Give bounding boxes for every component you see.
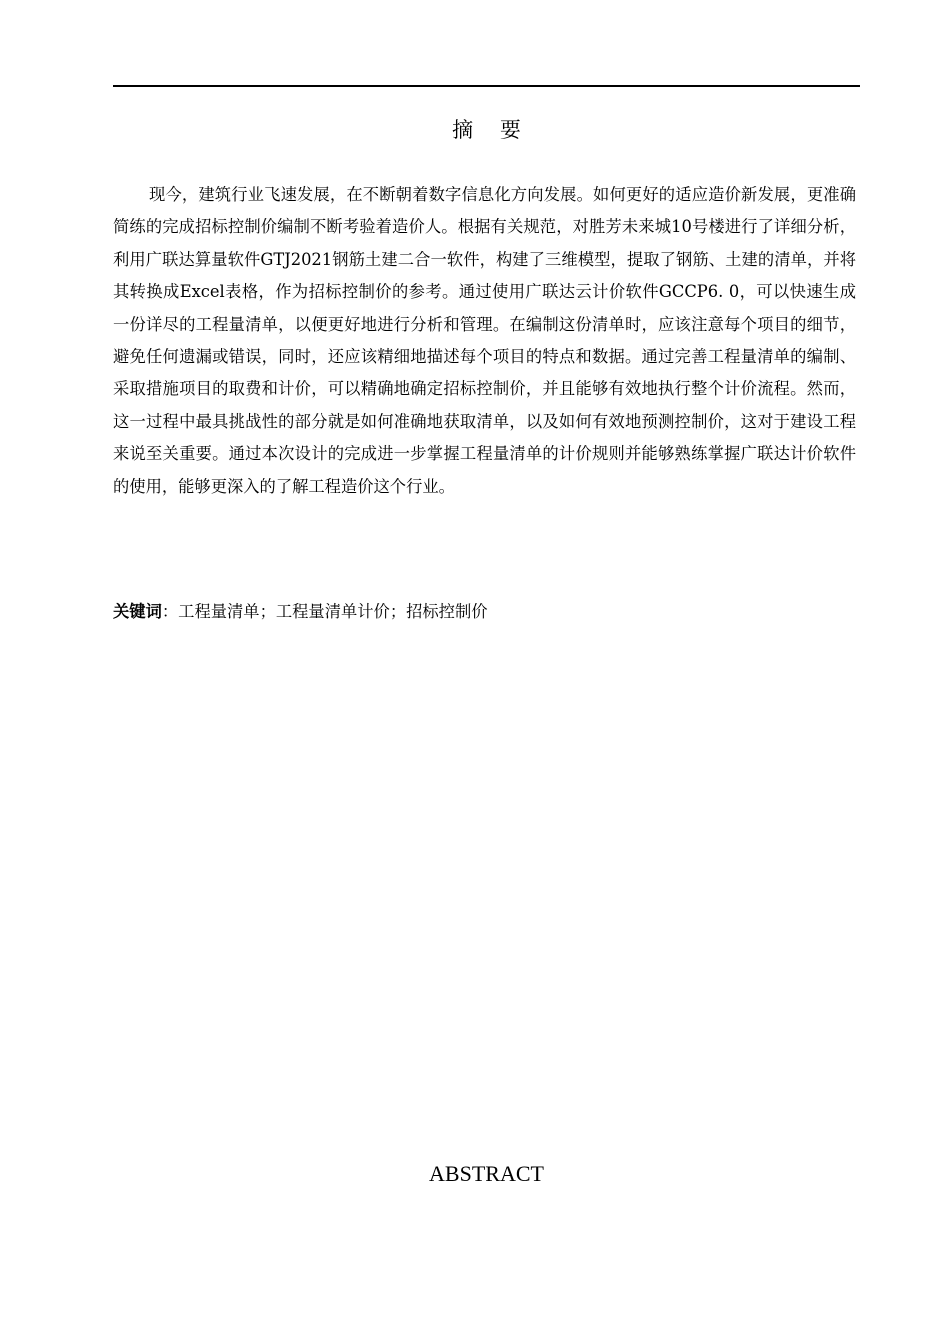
keywords-separator: ： <box>161 602 179 621</box>
keywords-label: 关键词 <box>113 602 162 621</box>
keywords-list: 工程量清单；工程量清单计价；招标控制价 <box>178 602 488 621</box>
abstract-title-cn: 摘 要 <box>452 118 521 142</box>
abstract-body-cn: 现今，建筑行业飞速发展，在不断朝着数字信息化方向发展。如何更好的适应造价新发展，更准确简练的完成招标控制价编制不断考验着造价人。根据有关规范，对胜芳未来城10号楼进行了详细分析，利用广联达算量软件GTJ2021钢筋土建二合一软件，构建了三维模型，提取了钢筋、土建的清单，并将其转换成Excel表格，作为招标控制价的参考。通过使用广联达云计价软件GCCP6. 0，可以快速生成一份详尽的工程量清单，以便更好地进行分析和管理。在编制这份清单时，应该注意每个项目的细节，避免任何遗漏或错误，同时，还应该精细地描述每个项目的特点和数据。通过完善工程量清单的编制、采取措施项目的取费和计价，可以精确地确定招标控制价，并且能够有效地执行整个计价流程。然而，这一过程中最具挑战性的部分就是如何准确地获取清单，以及如何有效地预测控制价，这对于建设工程来说至关重要。通过本次设计的完成进一步掌握工程量清单的计价规则并能够熟练掌握广联达计价软件的使用，能够更深入的了解工程造价这个行业。 <box>113 185 856 496</box>
keywords-line <box>113 596 860 628</box>
abstract-title-en: ABSTRACT <box>429 1161 544 1186</box>
header-rule <box>113 85 860 87</box>
